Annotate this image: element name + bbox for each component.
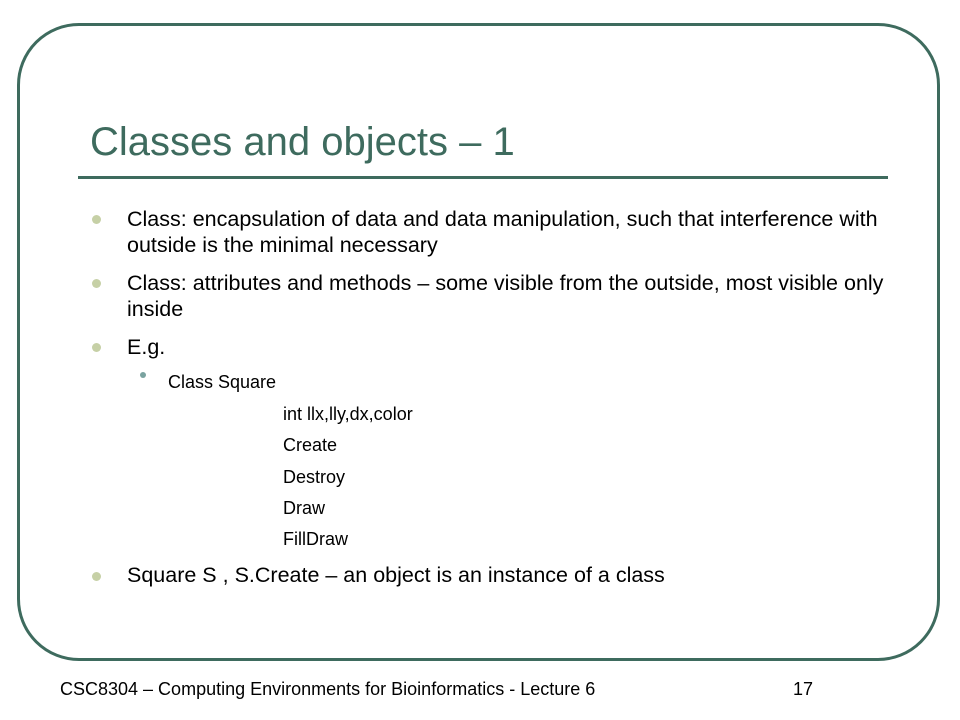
code-line: Destroy <box>283 467 346 487</box>
code-line: Draw <box>283 498 326 518</box>
title-underline <box>78 176 888 179</box>
bullet-object-instance: Square S , S.Create – an object is an instance of a class <box>127 563 665 587</box>
bullet-dot <box>92 279 101 288</box>
bullet-dot <box>92 343 101 352</box>
code-line: FillDraw <box>283 529 348 549</box>
bullet-dot <box>92 572 101 581</box>
footer-course: CSC8304 – Computing Environments for Bioinformatics - Lecture 6 <box>60 679 596 699</box>
slide-title: Classes and objects – 1 <box>90 120 515 164</box>
bullet-dot <box>92 215 101 224</box>
bullet-encapsulation: Class: encapsulation of data and data manipulation, such that interference with outside is the minimal necessary <box>127 207 878 257</box>
code-line: Create <box>283 435 338 455</box>
sub-bullet-dot <box>140 372 146 378</box>
footer-page-number: 17 <box>793 679 814 699</box>
bullet-example: E.g. <box>127 335 166 359</box>
bullet-attributes-methods: Class: attributes and methods – some visible from the outside, most visible only inside <box>127 271 884 321</box>
code-line: int llx,lly,dx,color <box>283 404 413 424</box>
sub-bullet-class-square: Class Square <box>168 372 277 392</box>
